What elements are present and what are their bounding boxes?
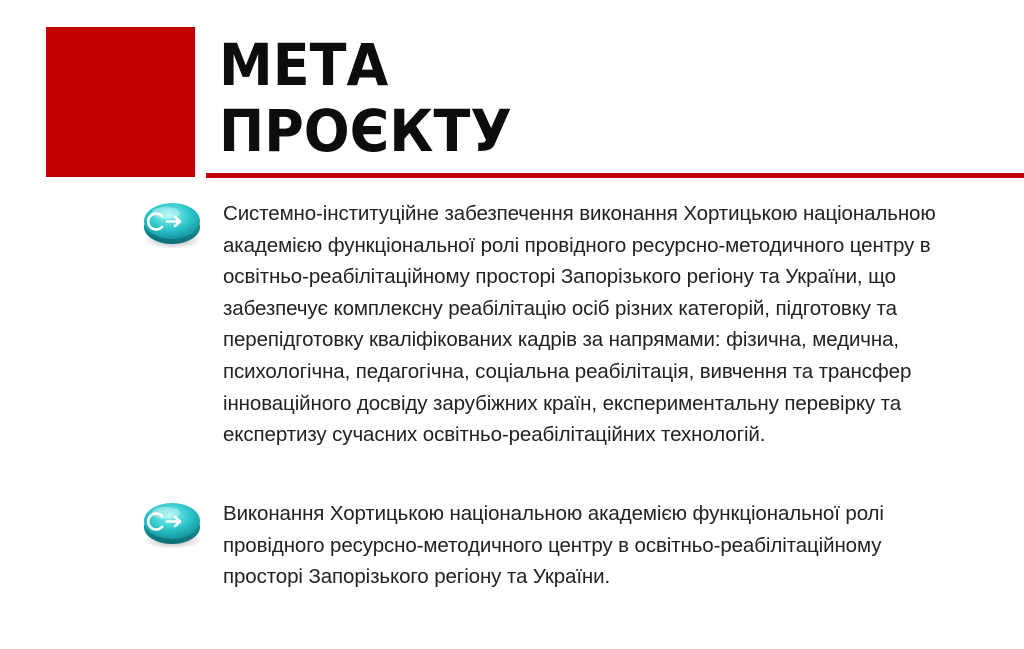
arrow-right-button-icon <box>140 196 204 250</box>
list-item-text: Виконання Хортицькою національною академією функціональної ролі провідного ресурсно-методичного центру в освітньо-реабілітаційному просторі Запорізького регіону та України. <box>223 502 884 589</box>
page-title <box>219 30 512 166</box>
red-accent-block <box>46 27 195 177</box>
arrow-right-button-icon <box>140 496 204 550</box>
title-line-2: ПРОЄКТУ <box>219 97 512 166</box>
list-item-text: Системно-інституційне забезпечення виконання Хортицькою національною академією функціональної ролі провідного ресурсно-методичного центру в освітньо-реабілітаційному просторі Запорізького регіону та України, що забезпечує комплексну реабілітацію осіб різних категорій, підготовку та перепідготовку кваліфікованих кадрів за напрямами: фізична, медична, психологічна, педагогічна, соціальна реабілітація, вивчення та трансфер інноваційного досвіду зарубіжних країн, експериментальну перевірку та експертизу сучасних освітньо-реабілітаційних технологій. <box>223 202 936 447</box>
title-underline-rule <box>206 173 1024 178</box>
title-line-1: МЕТА <box>219 31 389 100</box>
